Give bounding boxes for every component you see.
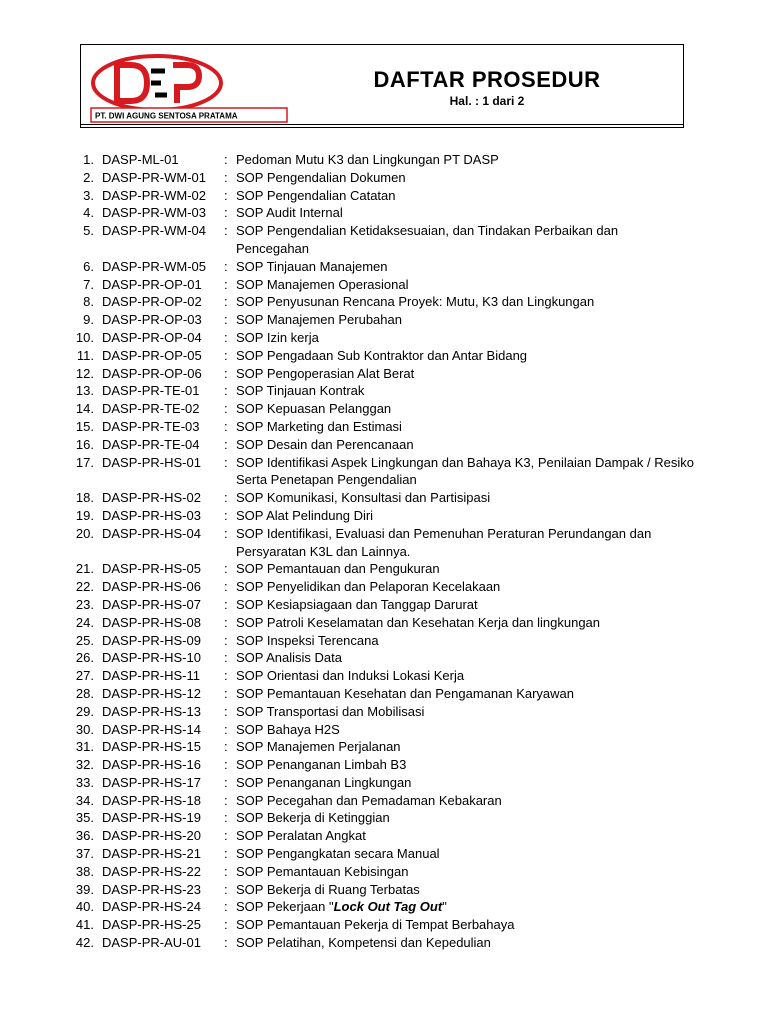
procedure-row [0,898,768,916]
procedure-number: 3. [83,187,94,203]
separator-colon: : [224,152,228,167]
procedure-code: DASP-PR-HS-16 [102,757,201,773]
procedure-title: SOP Kesiapsiagaan dan Tanggap Darurat [236,596,478,612]
separator-colon: : [224,935,228,951]
procedure-code: DASP-PR-HS-05 [102,561,201,577]
procedure-code: DASP-PR-OP-05 [102,347,202,363]
procedure-number: 6. [83,258,94,274]
procedure-row [0,649,768,667]
procedure-row [0,507,768,525]
procedure-number: 30. [75,721,94,737]
separator-colon: : [224,561,228,577]
procedure-number: 20. [75,525,94,541]
procedure-row [0,436,768,454]
separator-colon: : [224,650,228,666]
procedure-number: 13. [75,383,94,399]
procedure-number: 12. [75,365,94,381]
procedure-row [0,187,768,205]
procedure-code: DASP-PR-WM-04 [102,223,207,239]
procedure-title: SOP Manajemen Perjalanan [236,739,401,755]
procedure-number: 36. [75,828,94,844]
procedure-code: DASP-PR-OP-06 [102,365,202,381]
separator-colon: : [224,383,228,399]
separator-colon: : [224,685,228,701]
procedure-number: 28. [75,685,94,701]
procedure-code: DASP-PR-WM-01 [102,169,207,185]
procedure-row [0,365,768,383]
procedure-row [0,863,768,881]
procedure-code: DASP-ML-01 [102,152,179,167]
procedure-title: SOP Bekerja di Ruang Terbatas [236,881,420,897]
procedure-number: 15. [75,418,94,434]
separator-colon: : [224,810,228,826]
procedure-title: SOP Bahaya H2S [236,721,340,737]
procedure-code: DASP-PR-HS-24 [102,899,201,915]
procedure-row [0,845,768,863]
procedure-title: SOP Identifikasi, Evaluasi dan Pemenuhan Peraturan Perundangan dan Persyaratan K3L dan Lainnya. [236,525,652,559]
separator-colon: : [224,436,228,452]
dsp-logo-icon [87,51,289,123]
separator-colon: : [224,668,228,684]
procedure-number: 24. [75,614,94,630]
procedure-row [0,293,768,311]
procedure-number: 38. [75,863,94,879]
procedure-row [0,560,768,578]
procedure-row [0,525,768,561]
procedure-code: DASP-PR-OP-01 [102,276,202,292]
procedure-row [0,756,768,774]
procedure-list [0,151,768,952]
procedure-title: SOP Pengendalian Ketidaksesuaian, dan Tindakan Perbaikan dan Pencegahan [236,223,619,256]
procedure-number: 7. [83,276,94,292]
procedure-row [0,382,768,400]
procedure-number: 25. [75,632,94,648]
procedure-title: SOP Penyelidikan dan Pelaporan Kecelakaan [236,579,501,595]
title-emphasis: Lock Out Tag Out [333,899,443,915]
procedure-title: SOP Bekerja di Ketinggian [236,810,390,826]
separator-colon: : [224,418,228,434]
separator-colon: : [224,169,228,185]
procedure-row [0,774,768,792]
separator-colon: : [224,205,228,221]
procedure-row [0,400,768,418]
procedure-number: 32. [75,757,94,773]
procedure-code: DASP-PR-HS-12 [102,685,201,701]
procedure-title: SOP Orientasi dan Induksi Lokasi Kerja [236,668,465,684]
procedure-code: DASP-PR-HS-01 [102,454,201,470]
procedure-number: 34. [75,792,94,808]
procedure-title: SOP Pengendalian Catatan [236,187,396,203]
procedure-code: DASP-PR-OP-02 [102,294,202,310]
procedure-title: SOP Alat Pelindung Diri [236,507,374,523]
procedure-title: SOP Desain dan Perencanaan [236,436,414,452]
procedure-row [0,632,768,650]
separator-colon: : [224,632,228,648]
procedure-code: DASP-PR-HS-20 [102,828,201,844]
procedure-number: 23. [75,596,94,612]
procedure-title: SOP Pengendalian Dokumen [236,169,406,185]
procedure-title: SOP Penanganan Lingkungan [236,774,412,790]
procedure-code: DASP-PR-HS-06 [102,579,201,595]
procedure-code: DASP-PR-HS-02 [102,490,201,506]
procedure-title: SOP Pengangkatan secara Manual [236,846,440,862]
separator-colon: : [224,614,228,630]
procedure-number: 31. [75,739,94,755]
procedure-row [0,703,768,721]
separator-colon: : [224,792,228,808]
procedure-title: SOP Peralatan Angkat [236,828,366,844]
separator-colon: : [224,329,228,345]
title-prefix: SOP Pekerjaan " [236,899,334,915]
separator-colon: : [224,507,228,523]
separator-colon: : [224,863,228,879]
procedure-code: DASP-PR-TE-04 [102,436,200,452]
procedure-number: 35. [75,810,94,826]
procedure-number: 1. [83,152,94,167]
procedure-number: 41. [75,917,94,933]
procedure-title: SOP Identifikasi Aspek Lingkungan dan Bahaya K3, Penilaian Dampak / Resiko Serta Penetapan Pengendalian [236,454,694,488]
procedure-row [0,721,768,739]
company-logo [87,51,289,123]
separator-colon: : [224,881,228,897]
procedure-row [0,738,768,756]
procedure-number: 14. [75,401,94,417]
separator-colon: : [224,899,228,915]
procedure-row [0,614,768,632]
separator-colon: : [224,258,228,274]
procedure-code: DASP-PR-HS-08 [102,614,201,630]
separator-colon: : [224,525,228,541]
procedure-number: 33. [75,774,94,790]
document-header [80,44,684,128]
separator-colon: : [224,828,228,844]
procedure-row [0,792,768,810]
procedure-row [0,204,768,222]
page-title: DAFTAR PROSEDUR [373,67,601,92]
procedure-number: 18. [75,490,94,506]
separator-colon: : [224,187,228,203]
procedure-title: SOP Pengoperasian Alat Berat [236,365,415,381]
procedure-title: SOP Pecegahan dan Pemadaman Kebakaran [236,792,502,808]
procedure-title: SOP Transportasi dan Mobilisasi [236,703,425,719]
procedure-code: DASP-PR-TE-02 [102,401,200,417]
separator-colon: : [224,846,228,862]
separator-colon: : [224,596,228,612]
procedure-code: DASP-PR-WM-03 [102,205,207,221]
procedure-number: 27. [75,668,94,684]
procedure-code: DASP-PR-HS-11 [102,668,201,684]
procedure-row [0,685,768,703]
procedure-title: SOP Tinjauan Kontrak [236,383,365,399]
procedure-title: SOP Pemantauan Kesehatan dan Pengamanan Karyawan [236,685,574,701]
procedure-title: SOP Pengadaan Sub Kontraktor dan Antar Bidang [236,347,528,363]
separator-colon: : [224,774,228,790]
procedure-code: DASP-PR-HS-15 [102,739,201,755]
procedure-title: SOP Penyusunan Rencana Proyek: Mutu, K3 dan Lingkungan [236,294,595,310]
separator-colon: : [224,703,228,719]
procedure-row [0,916,768,934]
logo-text: PT. DWI AGUNG SENTOSA PRATAMA [95,111,238,121]
separator-colon: : [224,312,228,328]
separator-colon: : [224,757,228,773]
title-box [291,45,683,127]
procedure-code: DASP-PR-WM-05 [102,258,207,274]
procedure-number: 11. [76,347,94,363]
procedure-number: 29. [75,703,94,719]
procedure-number: 10. [75,329,94,345]
procedure-number: 42. [75,935,94,951]
procedure-code: DASP-PR-TE-01 [102,383,200,399]
procedure-row [0,329,768,347]
procedure-row [0,311,768,329]
procedure-number: 5. [83,223,94,239]
procedure-code: DASP-PR-HS-03 [102,507,201,523]
procedure-number: 2. [83,169,94,185]
procedure-code: DASP-PR-HS-04 [102,525,201,541]
separator-colon: : [224,490,228,506]
procedure-title: SOP Audit Internal [236,205,343,221]
procedure-code: DASP-PR-HS-14 [102,721,201,737]
separator-colon: : [224,401,228,417]
procedure-title: SOP Pemantauan Kebisingan [236,863,409,879]
procedure-title: Pedoman Mutu K3 dan Lingkungan PT DASP [236,152,499,167]
procedure-code: DASP-PR-OP-04 [102,329,202,345]
separator-colon: : [224,917,228,933]
procedure-row [0,454,768,490]
procedure-row [0,881,768,899]
procedure-row [0,258,768,276]
header-divider [81,124,683,125]
procedure-code: DASP-PR-HS-10 [102,650,201,666]
procedure-row [0,222,768,258]
procedure-title: SOP Izin kerja [236,329,319,345]
procedure-code: DASP-PR-HS-19 [102,810,201,826]
procedure-number: 4. [83,205,94,221]
procedure-number: 19. [75,507,94,523]
procedure-number: 16. [75,436,94,452]
procedure-code: DASP-PR-HS-09 [102,632,201,648]
procedure-title: SOP Pemantauan Pekerja di Tempat Berbahaya [236,917,515,933]
procedure-row [0,489,768,507]
procedure-title: SOP Analisis Data [236,650,342,666]
procedure-code: DASP-PR-HS-25 [102,917,201,933]
separator-colon: : [224,223,228,239]
procedure-title: SOP Marketing dan Estimasi [236,418,402,434]
separator-colon: : [224,739,228,755]
separator-colon: : [224,579,228,595]
separator-colon: : [224,276,228,292]
procedure-row [0,667,768,685]
procedure-row [0,151,768,169]
procedure-number: 17. [75,454,94,470]
page-info: Hal. : 1 dari 2 [449,94,525,108]
procedure-code: DASP-PR-WM-02 [102,187,207,203]
procedure-code: DASP-PR-TE-03 [102,418,200,434]
separator-colon: : [224,294,228,310]
procedure-row [0,827,768,845]
procedure-title: SOP Pemantauan dan Pengukuran [236,561,440,577]
procedure-code: DASP-PR-HS-17 [102,774,201,790]
procedure-title: SOP Manajemen Perubahan [236,312,402,328]
procedure-code: DASP-PR-AU-01 [102,935,201,951]
procedure-code: DASP-PR-HS-22 [102,863,201,879]
procedure-row [0,809,768,827]
procedure-code: DASP-PR-HS-21 [102,846,201,862]
procedure-number: 40. [75,899,94,915]
procedure-code: DASP-PR-HS-23 [102,881,201,897]
procedure-title: SOP Penanganan Limbah B3 [236,757,407,773]
procedure-title: SOP Komunikasi, Konsultasi dan Partisipasi [236,490,491,506]
procedure-row [0,347,768,365]
procedure-title [236,898,694,916]
procedure-row [0,276,768,294]
procedure-code: DASP-PR-HS-07 [102,596,201,612]
procedure-row [0,169,768,187]
procedure-title: SOP Pelatihan, Kompetensi dan Kepedulian [236,935,491,951]
procedure-number: 26. [75,650,94,666]
procedure-row [0,418,768,436]
separator-colon: : [224,347,228,363]
procedure-number: 8. [83,294,94,310]
procedure-code: DASP-PR-HS-13 [102,703,201,719]
procedure-title: SOP Tinjauan Manajemen [236,258,388,274]
procedure-number: 21. [75,561,94,577]
procedure-number: 9. [83,312,94,328]
procedure-title: SOP Kepuasan Pelanggan [236,401,392,417]
separator-colon: : [224,721,228,737]
procedure-number: 39. [75,881,94,897]
procedure-row [0,934,768,952]
procedure-row [0,578,768,596]
procedure-number: 37. [75,846,94,862]
procedure-title: SOP Manajemen Operasional [236,276,409,292]
procedure-title: SOP Inspeksi Terencana [236,632,379,648]
separator-colon: : [224,365,228,381]
procedure-code: DASP-PR-OP-03 [102,312,202,328]
procedure-title: SOP Patroli Keselamatan dan Kesehatan Kerja dan lingkungan [236,614,601,630]
procedure-code: DASP-PR-HS-18 [102,792,201,808]
procedure-row [0,596,768,614]
separator-colon: : [224,454,228,470]
title-suffix: " [442,899,447,915]
procedure-number: 22. [75,579,94,595]
